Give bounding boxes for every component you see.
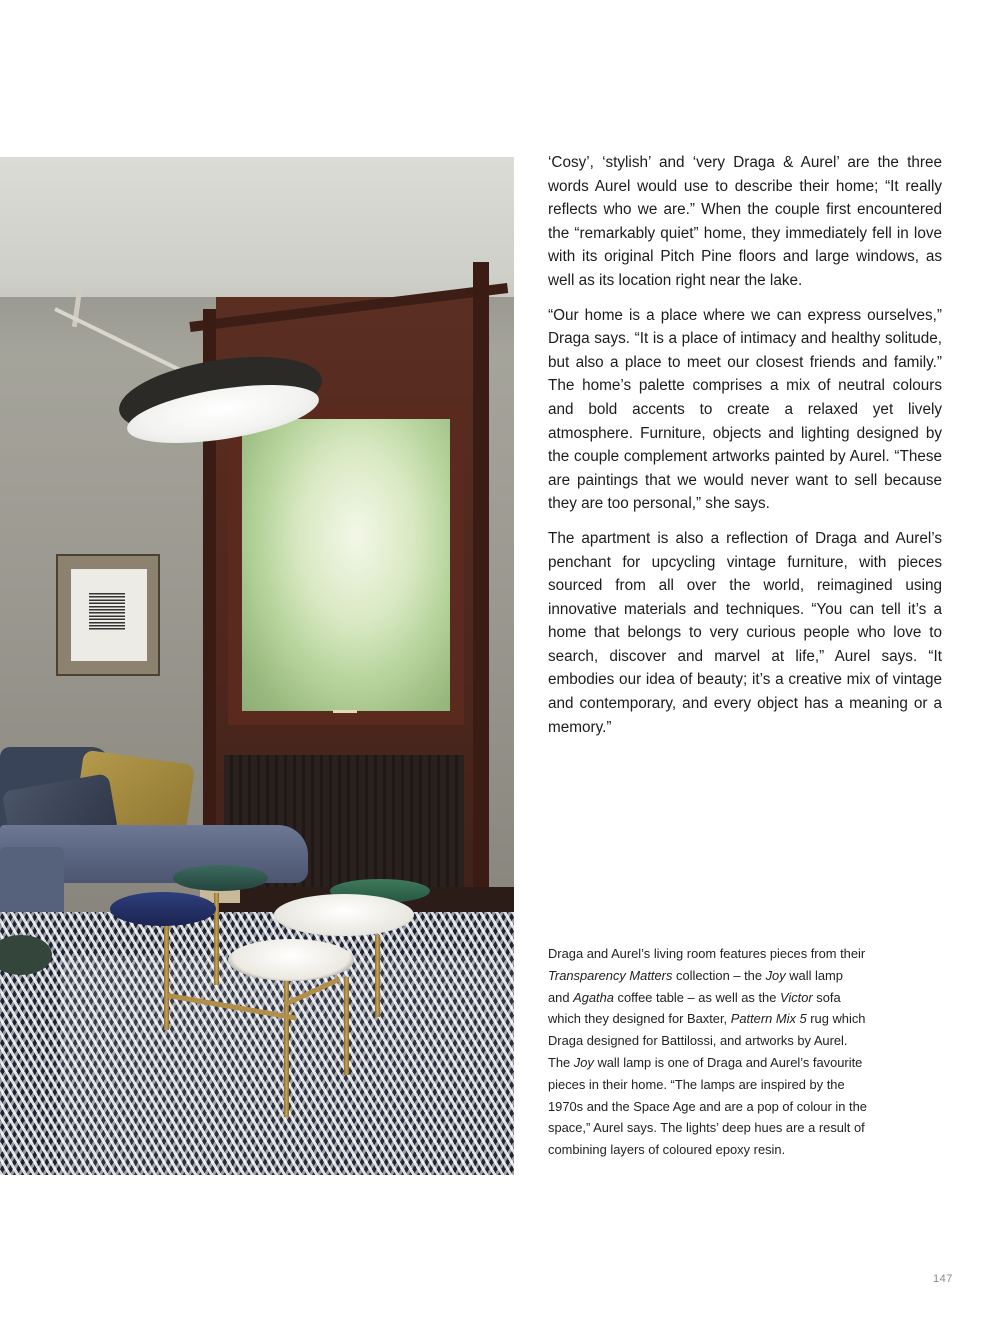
caption-text: collection – the <box>672 967 766 983</box>
table-leg <box>344 977 349 1075</box>
table-top-lit <box>228 939 354 981</box>
table-leg <box>284 977 289 1117</box>
caption-text: wall lamp is one of Draga and Aurel’s favourite pieces in their home. “The lamps are inspired by the 1970s and the Space Age and are a pop of colour in the space,” Aurel says. The lights’ deep hues are a result of combining layers of coloured epoxy resin. <box>548 1054 867 1158</box>
window-handle <box>333 710 357 713</box>
artwork-striped-drawing <box>89 593 125 631</box>
caption-italic-title: Agatha <box>573 989 614 1005</box>
caption-italic-title: Transparency Matters <box>548 967 673 983</box>
page-number: 147 <box>933 1273 953 1285</box>
window-foliage-view <box>242 419 450 711</box>
table-top-green <box>173 865 268 891</box>
caption-italic-title: Victor <box>779 989 813 1005</box>
caption-italic-title: Joy <box>573 1054 594 1070</box>
caption-text: rug which Draga designed for Battilossi, and artworks by Aurel. The <box>548 1011 866 1070</box>
caption-text: wall lamp and <box>548 967 843 1005</box>
article-paragraph: The apartment is also a reflection of Draga and Aurel’s penchant for upcycling vintage furniture, with pieces sourced from all over the world, reimagined using innovative materials and techniques. “You can tell it’s a home that belongs to very curious people who love to search, discover and marvel at life,” Aurel says. “It embodies our idea of beauty; it’s a creative mix of vintage and contemporary, and every object has a meaning or a memory.” <box>548 529 942 736</box>
article-body <box>548 151 942 750</box>
table-top-blue <box>110 892 216 926</box>
photo-caption <box>548 943 868 1161</box>
living-room-photo <box>0 157 514 1175</box>
caption-text: sofa which they designed for Baxter, <box>548 989 841 1027</box>
article-paragraph: ‘Cosy’, ‘stylish’ and ‘very Draga & Aurel’ are the three words Aurel would use to describe their home; “It really reflects who we are.” When the couple first encountered the “remarkably quiet” home, they immediately fell in love with its original Pitch Pine floors and large windows, as well as its location right near the lake. <box>548 154 942 289</box>
caption-italic-title: Joy <box>765 967 786 983</box>
sofa-arm <box>0 847 64 919</box>
article-paragraph: “Our home is a place where we can express ourselves,” Draga says. “It is a place of intimacy and healthy solitude, but also a place to meet our closest friends and family.” The home’s palette comprises a mix of neutral colours and bold accents to create a relaxed yet lively atmosphere. Furniture, objects and lighting designed by the couple complement artworks painted by Aurel. “These are paintings that we would never want to sell because they are too personal,” she says. <box>548 306 942 513</box>
table-top-lit <box>274 894 414 936</box>
table-leg <box>164 925 169 1030</box>
table-leg <box>375 935 380 1017</box>
caption-text: Draga and Aurel’s living room features pieces from their <box>548 946 866 961</box>
caption-text: coffee table – as well as the <box>613 989 780 1005</box>
caption-italic-title: Pattern Mix 5 <box>730 1011 807 1027</box>
